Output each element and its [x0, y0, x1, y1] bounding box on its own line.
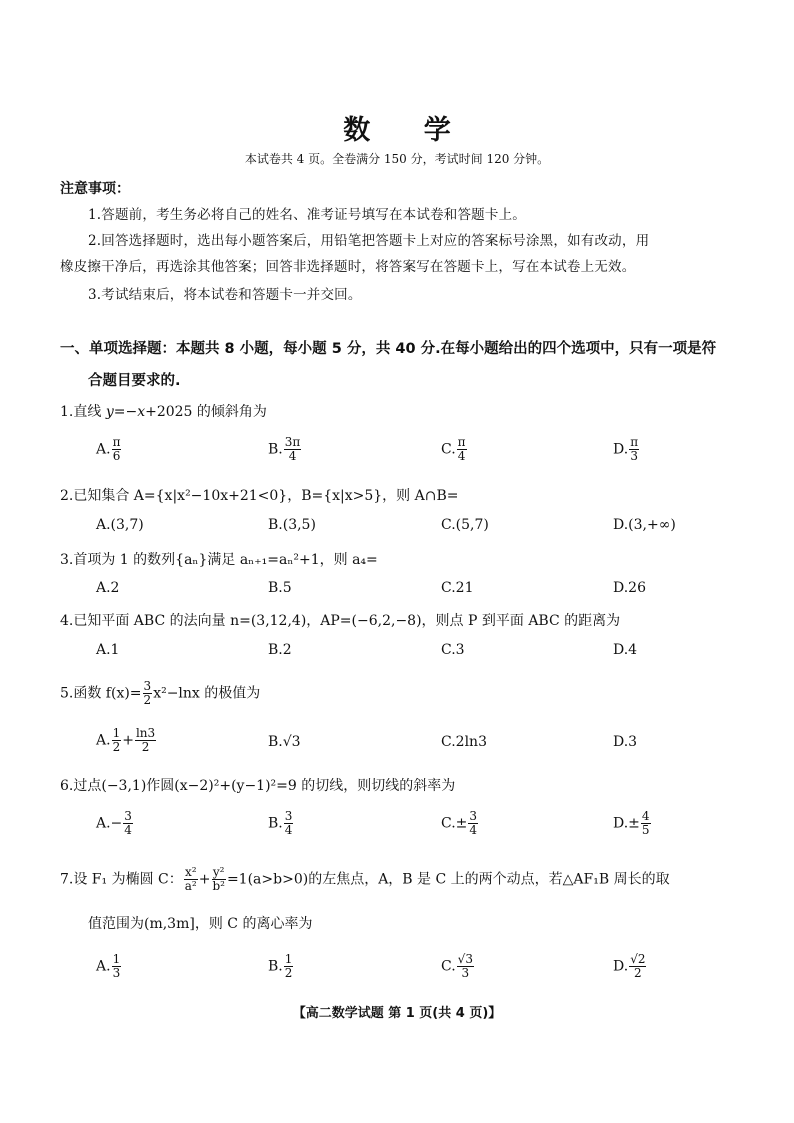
question-stem: =− [113, 404, 138, 420]
option-d[interactable]: D.(3,+∞) [613, 517, 676, 533]
notice-item: 2.回答选择题时，选出每小题答案后，用铅笔把答题卡上对应的答案标号涂黑，如有改动，用 [88, 233, 650, 249]
option-d[interactable]: D.4 [613, 642, 638, 658]
option-a[interactable]: A.− $\frac{3}{4}$ [96, 809, 132, 837]
option-a[interactable]: A. $\frac{\pi}{6}$ [96, 435, 121, 463]
option-c[interactable]: C.(5,7) [441, 517, 489, 533]
option-d[interactable]: D. $\frac{\pi}{3}$ [613, 435, 639, 463]
page-footer: 【高二数学试题 第 1 页(共 4 页)】 [292, 1006, 502, 1021]
option-c[interactable]: C.2ln3 [441, 734, 487, 750]
option-d[interactable]: D.3 [613, 734, 638, 750]
notice-item: 1.答题前，考生务必将自己的姓名、准考证号填写在本试卷和答题卡上。 [88, 207, 526, 223]
exam-info: 本试卷共 4 页。全卷满分 150 分，考试时间 120 分钟。 [244, 152, 550, 166]
option-c[interactable]: C.21 [441, 580, 474, 596]
question-4: 4.已知平面 ABC 的法向量 n=(3,12,4)，AP=(−6,2,−8)，则点 P 到平面 ABC 的距离为 [60, 613, 621, 629]
question-2: 2.已知集合 A={x|x²−10x+21<0}，B={x|x>5}，则 A∩B= [60, 488, 459, 504]
question-5: 5.函数 f(x)= $\frac{3}{2}$ x²−lnx 的极值为 [60, 679, 261, 707]
option-b[interactable]: B.5 [268, 580, 292, 596]
option-b[interactable]: B.√3 [268, 734, 301, 750]
option-a[interactable]: A.1 [96, 642, 120, 658]
option-c[interactable]: C. $\frac{√3}{3}$ [441, 952, 473, 980]
question-stem: +2025 的倾斜角为 [145, 404, 267, 420]
option-b[interactable]: B. $\frac{1}{2}$ [268, 952, 293, 980]
option-b[interactable]: B.(3,5) [268, 517, 316, 533]
option-b[interactable]: B. $\frac{3\pi}{4}$ [268, 435, 301, 463]
question-7: 7.设 F₁ 为椭圆 C： $\frac{\text{x²}}{\text{a²}}$ + $\frac{\text{y²}}{\text{b²}}$ =1(a>b>0)的左焦点，A，B 是 C 上的两个动点，若△AF₁B 周长的取 [60, 865, 670, 893]
option-c[interactable]: C.3 [441, 642, 465, 658]
option-d[interactable]: D. $\frac{√2}{2}$ [613, 952, 646, 980]
question-number: 1. [60, 404, 74, 420]
section-heading-cont: 合题目要求的. [88, 373, 181, 389]
question-stem: x [137, 404, 146, 420]
option-b[interactable]: B. $\frac{3}{4}$ [268, 809, 293, 837]
notice-item: 橡皮擦干净后，再选涂其他答案；回答非选择题时，将答案写在答题卡上，写在本试卷上无效。 [60, 259, 636, 275]
notice-heading: 注意事项： [60, 181, 130, 197]
question-7-cont: 值范围为(m,3m]，则 C 的离心率为 [88, 916, 313, 932]
option-c[interactable]: C. $\frac{\pi}{4}$ [441, 435, 466, 463]
option-d[interactable]: D.± $\frac{4}{5}$ [613, 809, 650, 837]
question-1 [60, 401, 267, 421]
page-title: 数 学 [343, 115, 473, 146]
option-d[interactable]: D.26 [613, 580, 646, 596]
option-a[interactable]: A. $\frac{1}{3}$ [96, 952, 121, 980]
option-a[interactable]: A.2 [96, 580, 120, 596]
question-6: 6.过点(−3,1)作圆(x−2)²+(y−1)²=9 的切线，则切线的斜率为 [60, 778, 456, 794]
question-stem: y [105, 404, 114, 420]
question-3: 3.首项为 1 的数列{aₙ}满足 aₙ₊₁=aₙ²+1，则 a₄= [60, 552, 378, 568]
notice-item: 3.考试结束后，将本试卷和答题卡一并交回。 [88, 287, 362, 303]
option-a[interactable]: A. $\frac{1}{2}$ + $\frac{\ln 3}{2}$ [96, 726, 156, 754]
option-c[interactable]: C.± $\frac{3}{4}$ [441, 809, 478, 837]
option-a[interactable]: A.(3,7) [96, 517, 144, 533]
section-heading: 一、单项选择题：本题共 8 小题，每小题 5 分，共 40 分.在每小题给出的四个选项中，只有一项是符 [60, 341, 717, 357]
option-b[interactable]: B.2 [268, 642, 292, 658]
question-stem: 直线 [73, 404, 106, 420]
